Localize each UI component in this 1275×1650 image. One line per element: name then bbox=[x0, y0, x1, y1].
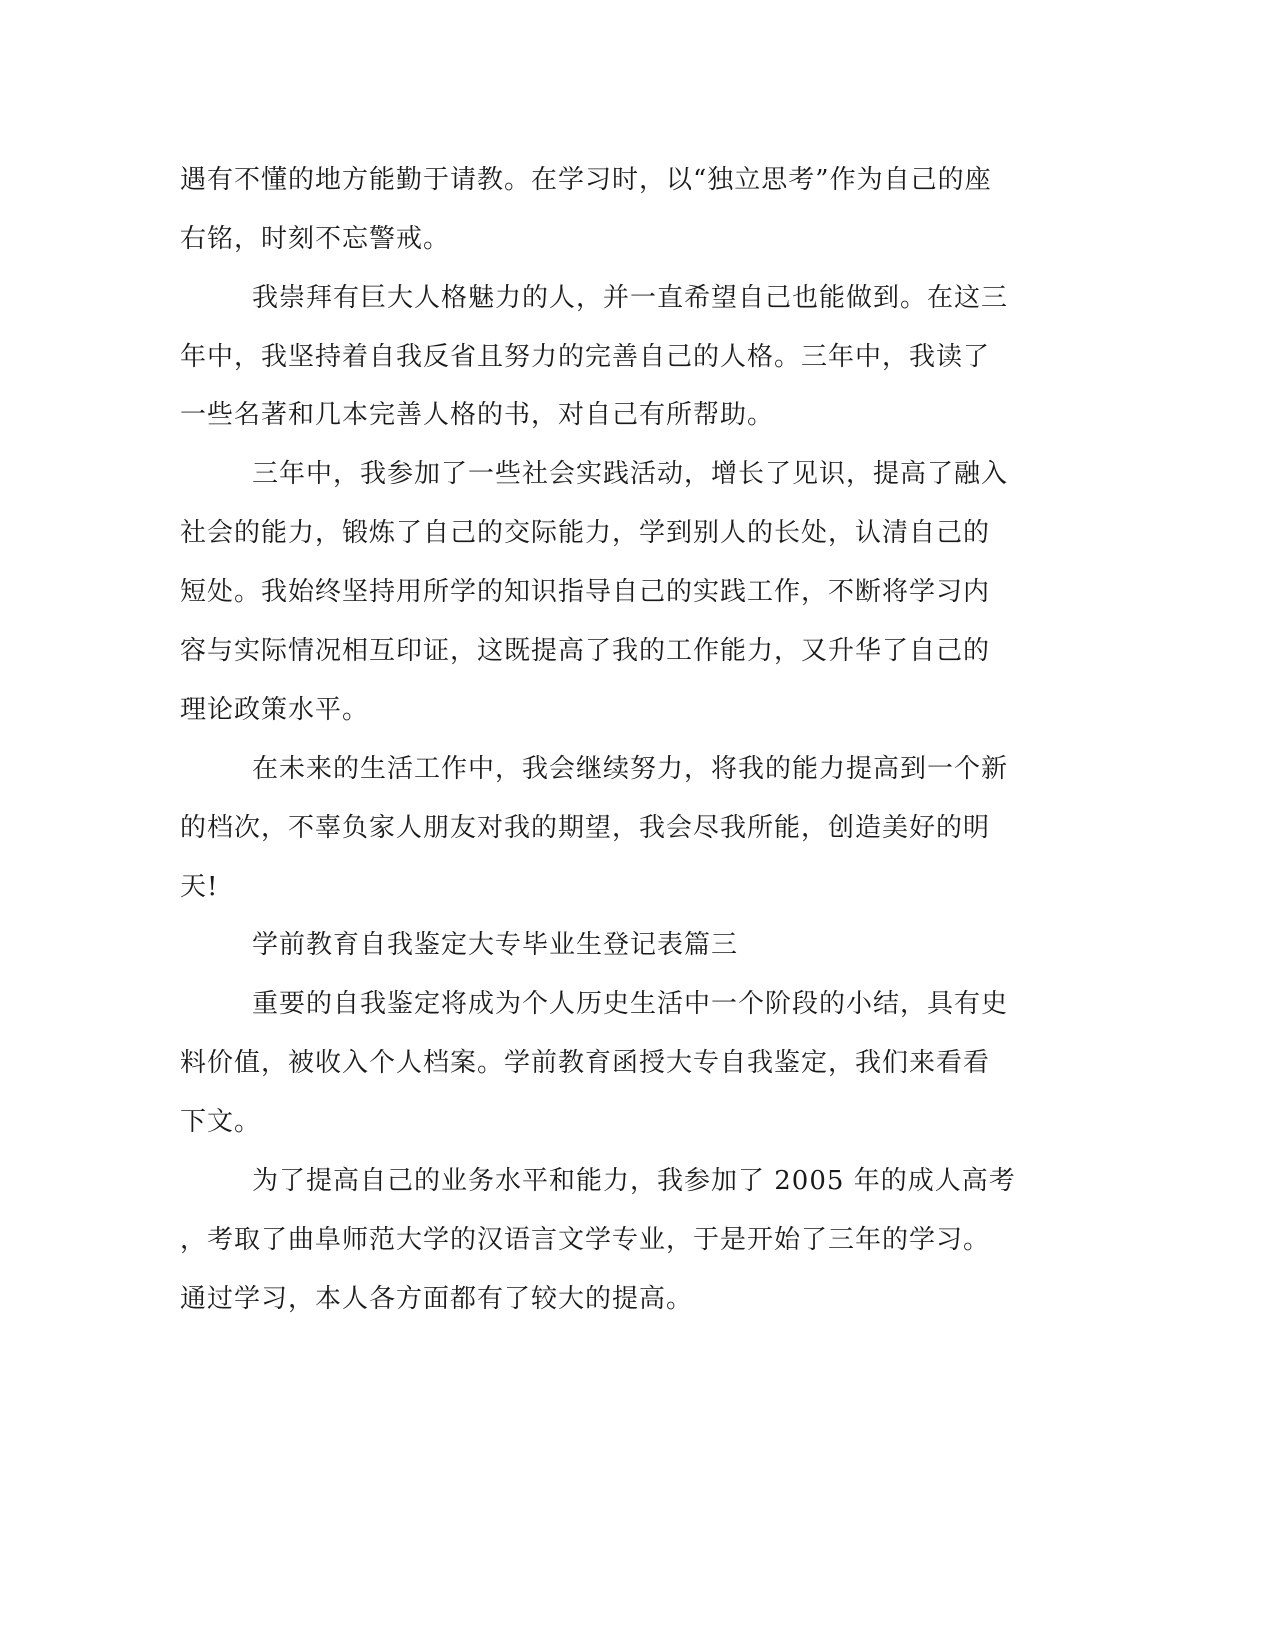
paragraph-line: 通过学习，本人各方面都有了较大的提高。 bbox=[180, 1284, 694, 1314]
paragraph-line: 一些名著和几本完善人格的书，对自己有所帮助。 bbox=[180, 400, 775, 430]
paragraph-line: 料价值，被收入个人档案。学前教育函授大专自我鉴定，我们来看看 bbox=[180, 1048, 991, 1078]
paragraph-line: 社会的能力，锻炼了自己的交际能力，学到别人的长处，认清自己的 bbox=[180, 518, 991, 548]
paragraph-line: 我崇拜有巨大人格魅力的人，并一直希望自己也能做到。在这三 bbox=[252, 283, 1009, 313]
paragraph-line: 三年中，我参加了一些社会实践活动，增长了见识，提高了融入 bbox=[252, 459, 1009, 489]
paragraph-line: 理论政策水平。 bbox=[180, 695, 370, 725]
paragraph-line: 遇有不懂的地方能勤于请教。在学习时，以“独立思考”作为自己的座 bbox=[180, 165, 992, 195]
paragraph-line: 容与实际情况相互印证，这既提高了我的工作能力，又升华了自己的 bbox=[180, 636, 991, 666]
paragraph-line: 右铭，时刻不忘警戒。 bbox=[180, 224, 451, 254]
paragraph-line: ，考取了曲阜师范大学的汉语言文学专业，于是开始了三年的学习。 bbox=[180, 1225, 991, 1255]
paragraph-line: 在未来的生活工作中，我会继续努力，将我的能力提高到一个新 bbox=[252, 754, 1009, 784]
paragraph-line: 天! bbox=[180, 872, 219, 902]
paragraph-line: 下文。 bbox=[180, 1107, 262, 1137]
paragraph-line: 的档次，不辜负家人朋友对我的期望，我会尽我所能，创造美好的明 bbox=[180, 813, 991, 843]
section-heading: 学前教育自我鉴定大专毕业生登记表篇三 bbox=[252, 930, 739, 960]
paragraph-line: 短处。我始终坚持用所学的知识指导自己的实践工作，不断将学习内 bbox=[180, 577, 991, 607]
paragraph-line: 重要的自我鉴定将成为个人历史生活中一个阶段的小结，具有史 bbox=[252, 989, 1009, 1019]
paragraph-line: 为了提高自己的业务水平和能力，我参加了 2005 年的成人高考 bbox=[252, 1166, 1016, 1196]
paragraph-line: 年中，我坚持着自我反省且努力的完善自己的人格。三年中，我读了 bbox=[180, 342, 991, 372]
